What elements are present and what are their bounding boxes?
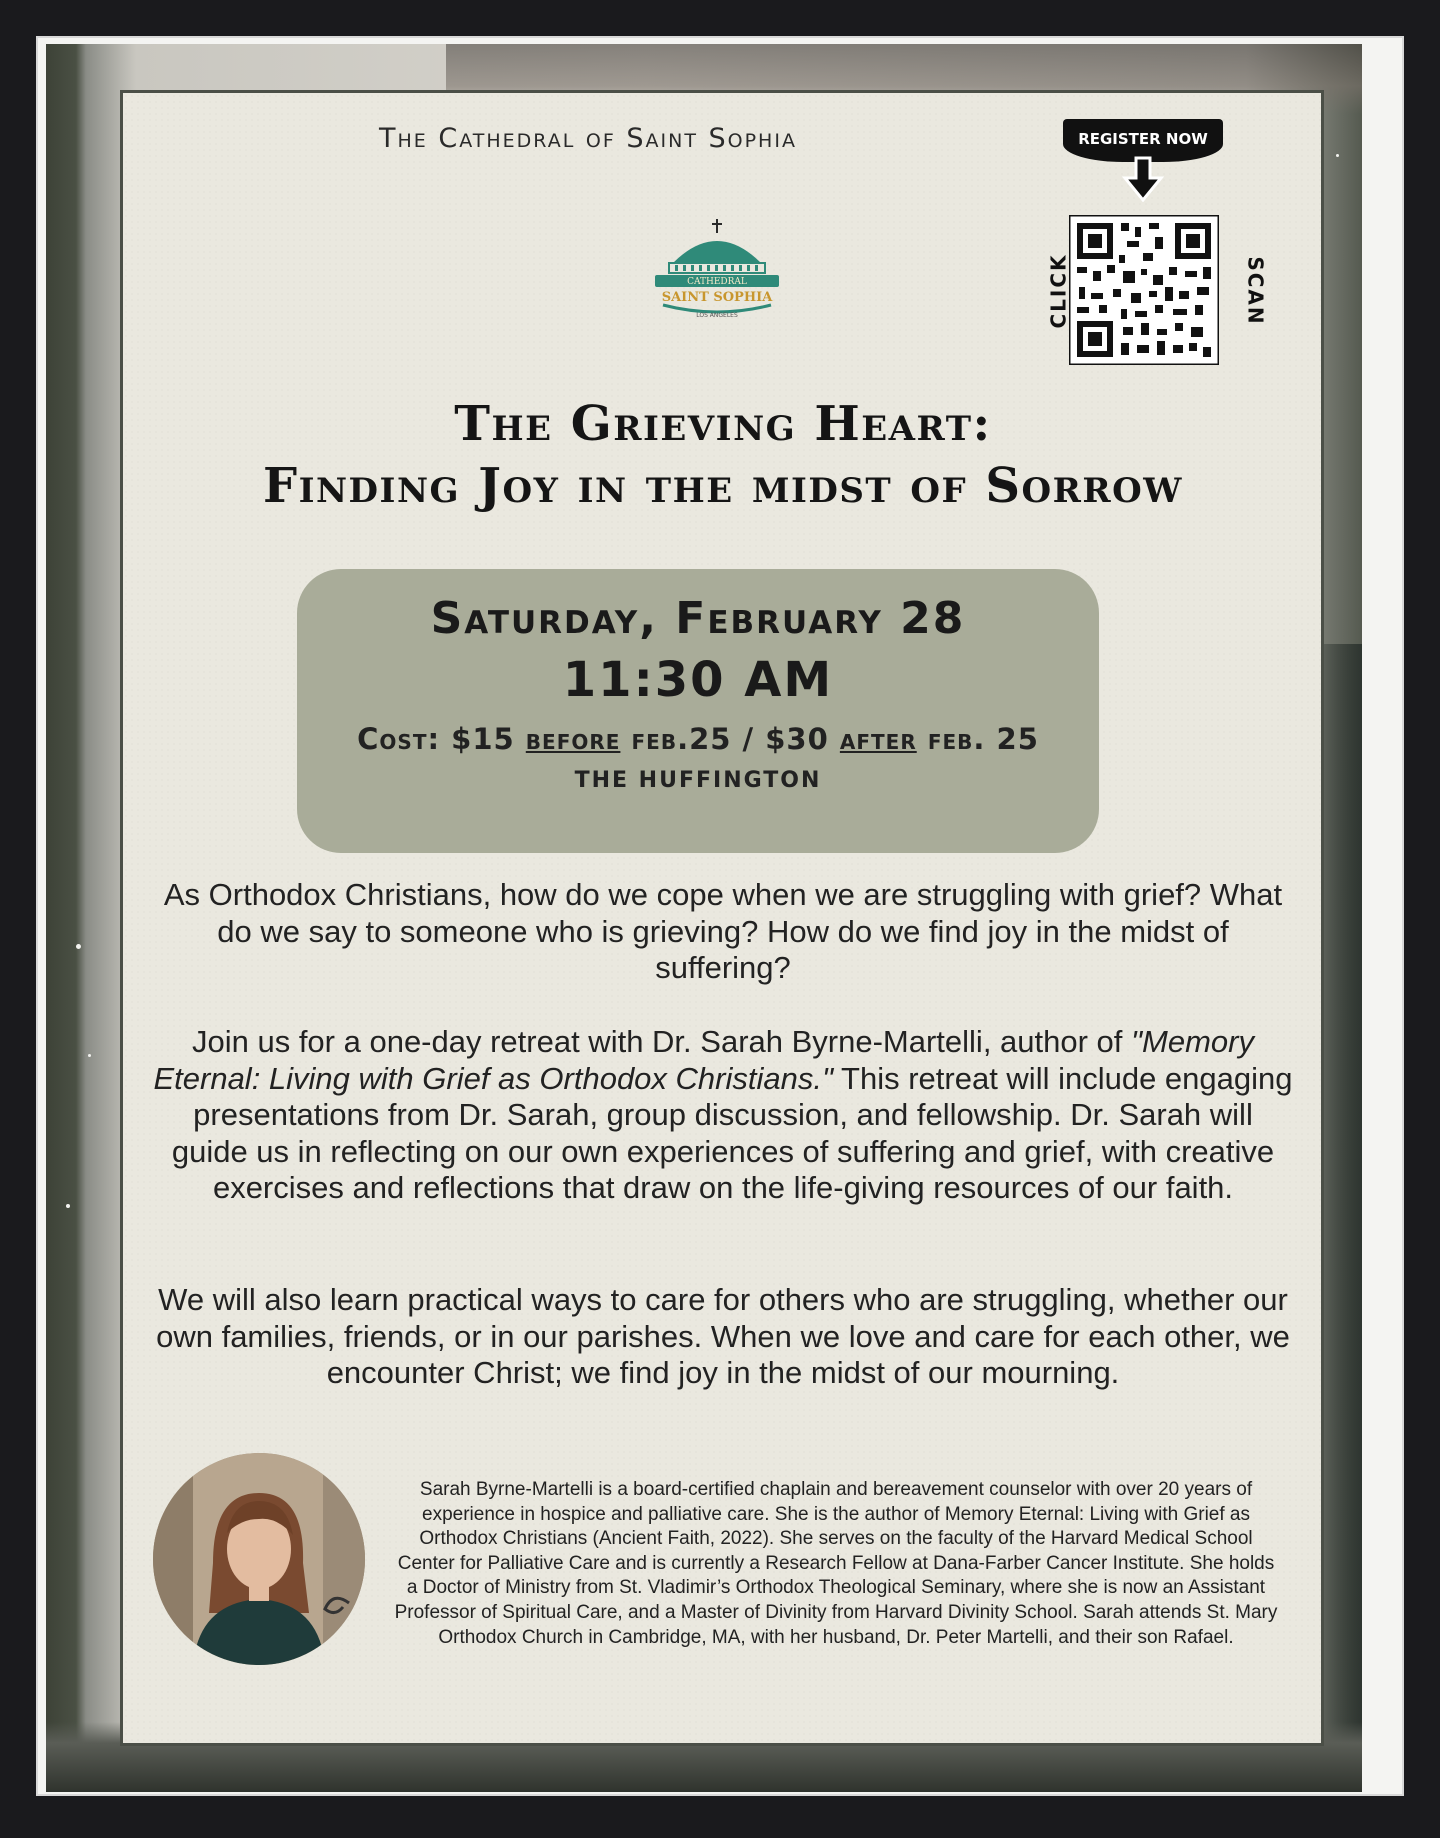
retreat-text-end: This retreat will include engaging presentations from Dr. Sarah, group discussion, and fellowship. Dr. Sarah will guide us in reflecting on our own experiences of suffering and grief, with creative exercises and reflections that draw on the life-giving resources of our faith. — [171, 1060, 1293, 1205]
cost-prefix: Cost: $15 — [357, 722, 526, 756]
event-title — [143, 393, 1303, 517]
register-now-badge[interactable]: REGISTER NOW — [1063, 119, 1223, 162]
event-title-line-1: The Grieving Heart: — [454, 396, 992, 452]
logo-line-3: LOS ANGELES — [696, 312, 738, 319]
speaker-photo — [153, 1453, 365, 1665]
cost-suffix: feb. 25 — [916, 722, 1039, 756]
event-flyer — [120, 90, 1324, 1746]
event-time: 11:30 AM — [562, 652, 834, 708]
logo-line-1: CATHEDRAL — [687, 277, 747, 287]
book-title: "Memory Eternal: Living with Grief as Orthodox Christians." — [153, 1024, 1254, 1096]
intro-paragraph: As Orthodox Christians, how do we cope when we are struggling with grief? What do we say to someone who is grieving? How do we find joy in the midst of suffering? — [163, 877, 1283, 985]
logo-line-2: SAINT SOPHIA — [661, 290, 773, 305]
cost-after: after — [839, 722, 917, 756]
event-cost — [297, 722, 1099, 756]
event-title-line-2: Finding Joy in the midst of Sorrow — [263, 458, 1183, 514]
scan-label: SCAN — [1243, 256, 1268, 326]
event-details-box — [297, 569, 1099, 853]
qr-code[interactable] — [1069, 215, 1219, 365]
click-label: CLICK — [1046, 253, 1071, 329]
paint-speck — [66, 1204, 70, 1208]
retreat-paragraph — [153, 1024, 1293, 1207]
event-date: Saturday, February 28 — [430, 593, 966, 644]
cathedral-logo — [647, 219, 787, 327]
event-venue: THE HUFFINGTON — [574, 768, 822, 793]
retreat-text-start: Join us for a one-day retreat with Dr. Sarah Byrne-Martelli, author of — [191, 1024, 1132, 1059]
speaker-bio: Sarah Byrne-Martelli is a board-certified chaplain and bereavement counselor with over 20 years of experience in hospice and palliative care. She is the author of Memory Eternal: Living with Grief as Orthodox Christians (Ancient Faith, 2022). She serves on the faculty of the Harvard Medical School Center for Palliative Care and is currently a Research Fellow at Dana-Farber Cancer Institute. She holds a Doctor of Ministry from St. Vladimir’s Orthodox Theological Seminary, where she is now an Assistant Professor of Spiritual Care, and a Master of Divinity from Harvard Divinity School. Sarah attends St. Mary Orthodox Church in Cambridge, MA, with her husband, Dr. Peter Martelli, and their son Rafael. — [394, 1479, 1278, 1648]
register-now-callout[interactable] — [1063, 119, 1223, 202]
organization-name: The Cathedral of Saint Sophia — [379, 123, 797, 154]
cost-before: before — [525, 722, 621, 756]
paint-speck — [76, 944, 81, 949]
paint-speck — [88, 1054, 91, 1057]
cost-middle: feb.25 / $30 — [620, 722, 840, 756]
care-paragraph: We will also learn practical ways to care for others who are struggling, whether our own families, friends, or in our parishes. When we love and care for each other, we encounter Christ; we find joy in the midst of our mourning. — [156, 1282, 1290, 1390]
paint-speck — [1336, 154, 1339, 157]
arrow-down-icon — [1121, 156, 1165, 202]
speaker-portrait-illustration — [153, 1453, 365, 1665]
